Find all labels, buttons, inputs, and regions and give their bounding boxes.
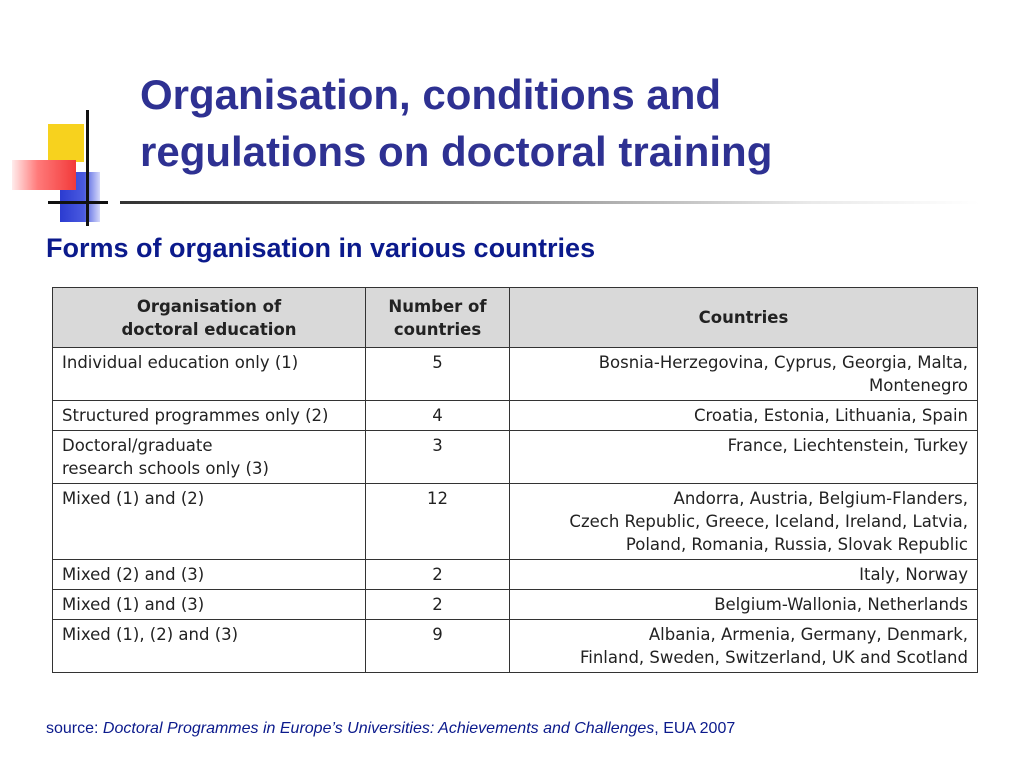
slide-title	[140, 66, 1000, 180]
source-suffix: , EUA 2007	[654, 720, 736, 737]
cell-text: Croatia, Estonia, Lithuania, Spain	[693, 406, 968, 425]
horizontal-bar	[48, 201, 108, 204]
red-square	[12, 160, 76, 190]
source-citation	[46, 720, 735, 738]
header-countries: Countries	[510, 288, 978, 348]
cell-organisation	[53, 431, 366, 484]
cell-number: 5	[366, 348, 510, 401]
cell-text: Albania, Armenia, Germany, Denmark,	[648, 625, 968, 644]
cell-text: Mixed (1) and (3)	[62, 595, 205, 614]
table-row	[53, 484, 978, 560]
cell-text: Finland, Sweden, Switzerland, UK and Scotland	[579, 648, 968, 667]
organisation-table	[52, 287, 978, 673]
cell-text: Belgium-Wallonia, Netherlands	[714, 595, 968, 614]
table-row	[53, 620, 978, 673]
slide-title-line2: regulations on doctoral training	[140, 128, 773, 175]
table-row	[53, 560, 978, 590]
cell-countries	[510, 560, 978, 590]
source-title: Doctoral Programmes in Europe’s Universities: Achievements and Challenges	[102, 720, 655, 737]
cell-text: Italy, Norway	[859, 565, 968, 584]
cell-countries	[510, 620, 978, 673]
cell-text: Mixed (2) and (3)	[62, 565, 205, 584]
cell-text: Bosnia-Herzegovina, Cyprus, Georgia, Malta,	[598, 353, 968, 372]
cell-text: Andorra, Austria, Belgium-Flanders,	[673, 489, 968, 508]
cell-countries	[510, 401, 978, 431]
table-row	[53, 590, 978, 620]
table-header-row	[53, 288, 978, 348]
cell-number: 4	[366, 401, 510, 431]
cell-countries	[510, 348, 978, 401]
cell-organisation	[53, 560, 366, 590]
cell-text: research schools only (3)	[62, 459, 269, 478]
cell-countries	[510, 484, 978, 560]
cell-text: Structured programmes only (2)	[62, 406, 329, 425]
header-number	[366, 288, 510, 348]
cell-text: Poland, Romania, Russia, Slovak Republic	[625, 535, 968, 554]
cell-organisation	[53, 401, 366, 431]
cell-number: 3	[366, 431, 510, 484]
cell-text: France, Liechtenstein, Turkey	[727, 436, 968, 455]
cell-number: 2	[366, 590, 510, 620]
cell-text: Mixed (1), (2) and (3)	[62, 625, 239, 644]
header-num-line2: countries	[393, 319, 482, 339]
cell-text: Montenegro	[868, 376, 968, 395]
slide-title-line1: Organisation, conditions and	[140, 71, 722, 118]
table-row	[53, 401, 978, 431]
header-organisation	[53, 288, 366, 348]
cell-organisation	[53, 484, 366, 560]
cell-text: Mixed (1) and (2)	[62, 489, 205, 508]
cell-text: Individual education only (1)	[62, 353, 299, 372]
header-num-line1: Number of	[388, 296, 487, 316]
cell-organisation	[53, 590, 366, 620]
cell-number: 9	[366, 620, 510, 673]
source-prefix: source:	[46, 720, 103, 737]
vertical-bar	[86, 110, 89, 226]
header-org-line1: Organisation of	[136, 296, 282, 316]
table-row	[53, 431, 978, 484]
cell-number: 12	[366, 484, 510, 560]
cell-number: 2	[366, 560, 510, 590]
cell-countries	[510, 590, 978, 620]
cell-text: Doctoral/graduate	[62, 436, 213, 455]
table-row	[53, 348, 978, 401]
title-underline	[120, 201, 980, 204]
slide-subtitle: Forms of organisation in various countries	[46, 233, 596, 263]
yellow-square	[48, 124, 84, 162]
cell-organisation	[53, 620, 366, 673]
slide-logo-decoration	[0, 100, 140, 230]
cell-text: Czech Republic, Greece, Iceland, Ireland, Latvia,	[569, 512, 968, 531]
cell-organisation	[53, 348, 366, 401]
header-org-line2: doctoral education	[121, 319, 297, 339]
cell-countries	[510, 431, 978, 484]
